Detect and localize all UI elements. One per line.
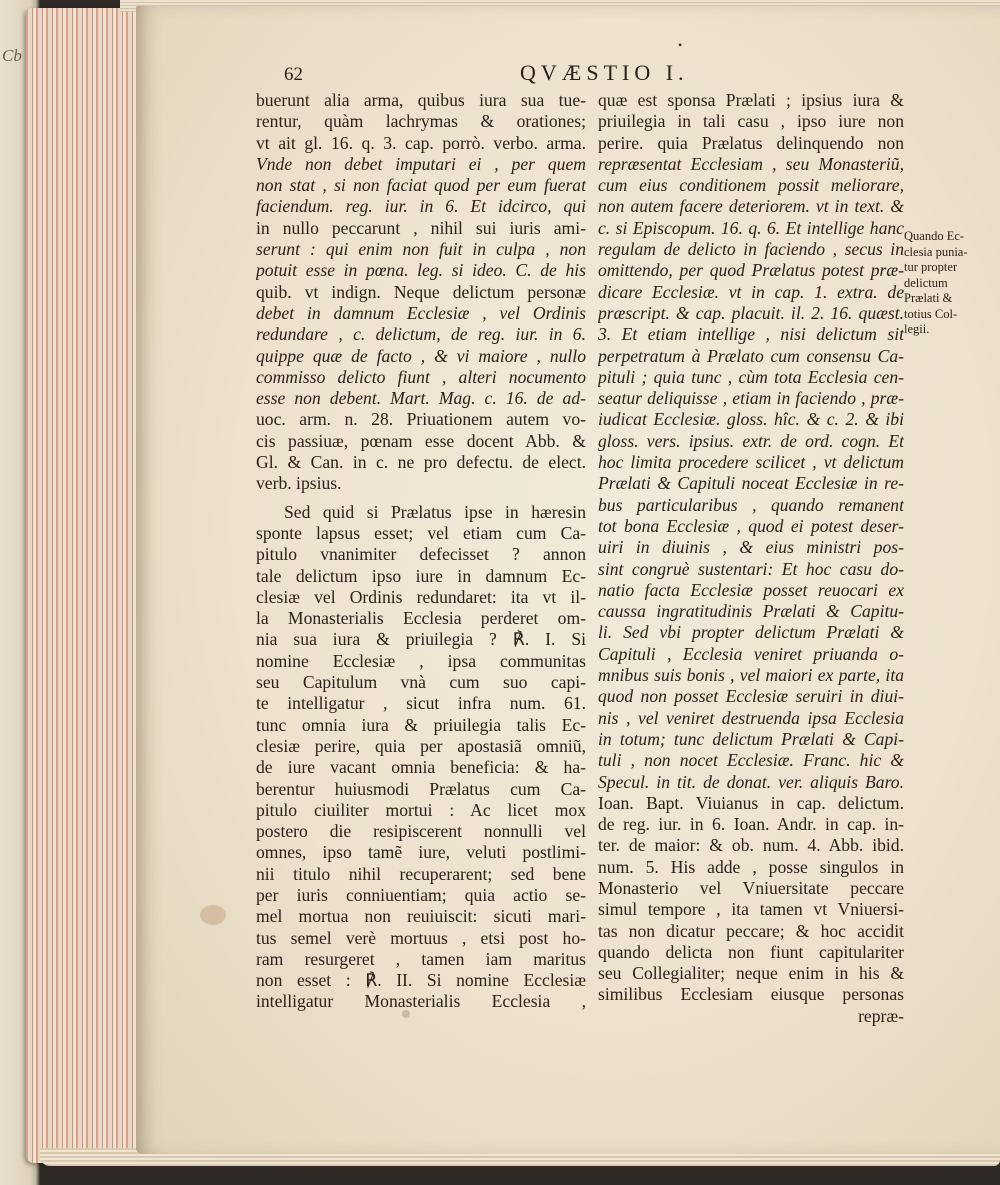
text-line: commisso delicto fiunt , alteri nocumento (256, 366, 586, 387)
text-line: non autem facere deteriorem. vt in text. & (598, 196, 904, 217)
margin-note (904, 229, 1000, 338)
text-line: non esset : ℟. II. Si nomine Ecclesiæ (256, 970, 586, 991)
running-head: QVÆSTIO I. (520, 60, 689, 85)
text-line: uoc. arm. n. 28. Priuationem autem vo- (256, 409, 586, 430)
text-line: Vnde non debet imputari ei , per quem (256, 153, 586, 174)
text-line: gloss. vers. ipsius. extr. de ord. cogn. Et (598, 430, 904, 451)
text-line: tas non dicatur peccare; & hoc accidit (598, 920, 904, 941)
text-line: la Monasterialis Ecclesia perderet om- (256, 608, 586, 629)
text-line: pituli ; quia tunc , cùm tota Ecclesia cen- (598, 366, 904, 387)
text-line: mel mortua non reuiuiscit: sicuti mari- (256, 906, 586, 927)
text-line: vt ait gl. 16. q. 3. cap. porrò. verbo. arma. (256, 132, 586, 153)
page-mark: • (678, 38, 683, 52)
text-line: seu Collegialiter; neque enim in his & (598, 963, 904, 984)
text-line: verb. ipsius. (256, 473, 342, 494)
text-line: seu Capitulum vnà cum suo capi- (256, 672, 586, 693)
text-line: nomine Ecclesiæ , ipsa communitas (256, 650, 586, 671)
text-line: perpetratum à Prælato cum consensu Ca- (598, 345, 904, 366)
text-line: cis passiuæ, pœnam esse docent Abb. & (256, 430, 586, 451)
text-line: de iure vacant omnia beneficia: & ha- (256, 757, 586, 778)
margin-note-line: totius Col- (904, 306, 958, 321)
text-line: te intelligatur , sicut infra num. 61. (256, 693, 586, 714)
text-line: rentur, quàm lachrymas & orationes; (256, 111, 586, 132)
margin-note-line: Prælati & (904, 291, 953, 305)
text-line: serunt : qui enim non fuit in culpa , non (256, 239, 586, 260)
text-line: dicare Ecclesiæ. vt in cap. 1. extra. de (598, 281, 904, 302)
text-line: faciendum. reg. iur. in 6. Et idcirco, qui (256, 196, 586, 217)
text-line: nia sua iura & priuilegia ? ℟. I. Si (256, 629, 586, 650)
text-line: Monasterio vel Vniuersitate peccare (598, 877, 904, 898)
text-line: perire. quia Prælatus delinquendo non (598, 132, 904, 153)
text-line: potuit esse in pœna. leg. si ideo. C. de his (256, 260, 586, 281)
margin-note-line: legii. (904, 322, 930, 336)
text-line: caussa ingratitudinis Prælati & Capitu- (598, 601, 904, 622)
margin-note-line: tur propter (904, 260, 958, 274)
text-line: quod non posset Ecclesiæ seruiri in diui- (598, 686, 904, 707)
text-line: bus particularibus , quando remanent (598, 494, 904, 515)
text-line: intelligatur Monasterialis Ecclesia , (256, 991, 586, 1012)
text-line: non stat , si non faciat quod per eum fuerat (256, 175, 586, 196)
text-line: sponte lapsus esset; vel etiam cum Ca- (256, 522, 586, 543)
text-line: simul tempore , ita tamen vt Vniuersi- (598, 899, 904, 920)
text-line: tunc omnia iura & priuilegia talis Ec- (256, 714, 586, 735)
left-text-column (256, 90, 586, 1013)
text-line: Gl. & Can. in c. ne pro defectu. de elect. (256, 452, 586, 473)
text-line: pitulo ciuiliter mortui : Ac licet mox (256, 799, 586, 820)
text-line: clesiæ vel Ordinis redundaret: ita vt il- (256, 586, 586, 607)
text-line: debet in damnum Ecclesiæ , vel Ordinis (256, 302, 586, 323)
text-line: tale delictum ipso iure in damnum Ec- (256, 565, 586, 586)
text-line: in totum; tunc delictum Prælati & Capi- (598, 728, 904, 749)
text-line: priuilegia in tali casu , ipso iure non (598, 111, 904, 132)
text-line: præscript. & cap. placuit. il. 2. 16. quæst. (598, 302, 904, 323)
text-line: quib. vt indign. Neque delictum personæ (256, 281, 586, 302)
text-line: seatur deliquisse , etiam in faciendo , præ- (598, 388, 904, 409)
margin-note-line: delictum (904, 275, 948, 290)
text-line: berentur huiusmodi Prælatus cum Ca- (256, 778, 586, 799)
text-line: similibus Ecclesiam eiusque personas (598, 984, 904, 1005)
text-line: regulam de delicto in faciendo , secus in (598, 239, 904, 260)
text-line: cum eius conditionem possit meliorare, (598, 175, 904, 196)
text-line: Prælati & Capituli noceat Ecclesiæ in re- (598, 473, 904, 494)
text-line: redundare , c. delictum, de reg. iur. in 6. (256, 324, 586, 345)
text-line: de reg. iur. in 6. Ioan. Andr. in cap. in- (598, 814, 904, 835)
right-text-column (598, 90, 904, 1027)
margin-note-line: Quando Ec- (904, 229, 965, 243)
paper-stain (200, 905, 226, 925)
text-line: sint congruè sustentari: Et hoc casu do- (598, 558, 904, 579)
text-line: nii titulo nihil recuperarent; sed bene (256, 863, 586, 884)
text-line: buerunt alia arma, quibus iura sua tue- (256, 90, 586, 110)
text-line: Capituli , Ecclesia veniret priuanda o- (598, 643, 904, 664)
text-line: omnes, ipso tamẽ iure, veluti postlimi- (256, 842, 586, 863)
text-line: 3. Et etiam intellige , nisi delictum sit (598, 324, 904, 345)
text-line: natio facta Ecclesiæ posset reuocari ex (598, 579, 904, 600)
text-line: li. Sed vbi propter delictum Prælati & (598, 622, 904, 643)
edge-note: Cb (2, 46, 22, 65)
text-line: nis , vel veniret destruenda ipsa Ecclesia (598, 707, 904, 728)
text-line: esse non debent. Mart. Mag. c. 16. de ad- (256, 388, 586, 409)
text-line: hoc limita procedere scilicet , vt delictum (598, 452, 904, 473)
text-line: ter. de maior: & ob. num. 4. Abb. ibid. (598, 835, 904, 856)
text-line: pitulo vnanimiter defecisset ? annon (256, 544, 586, 565)
text-line: Ioan. Bapt. Viuianus in cap. delictum. (598, 792, 904, 813)
page-number: 62 (284, 64, 303, 85)
page-edges-left (26, 8, 138, 1163)
text-line: quæ est sponsa Prælati ; ipsius iura & (598, 90, 904, 110)
text-line: tus semel verè mortuus , etsi post ho- (256, 927, 586, 948)
text-line: quippe quæ de facto , & vi maiore , nullo (256, 345, 586, 366)
text-line: tuli , non nocet Ecclesiæ. Franc. hic & (598, 750, 904, 771)
text-line: Specul. in tit. de donat. ver. aliquis Baro. (598, 771, 904, 792)
margin-note-line: clesia punia- (904, 244, 968, 259)
text-line: repræsentat Ecclesiam , seu Monasteriũ, (598, 153, 904, 174)
text-line: omittendo, per quod Prælatus potest præ- (598, 260, 904, 281)
text-line: repræ- (858, 1005, 904, 1026)
text-line: quando delicta non fiunt capitulariter (598, 941, 904, 962)
text-line: per iuris conniuentiam; quia actio se- (256, 884, 586, 905)
text-line: Sed quid si Prælatus ipse in hæresin (284, 501, 586, 522)
text-line: c. si Episcopum. 16. q. 6. Et intellige hanc (598, 217, 904, 238)
text-line: in nullo peccarunt , nihil sui iuris ami- (256, 217, 586, 238)
text-line: uiri in diuinis , & eius ministri pos- (598, 537, 904, 558)
text-line: num. 5. His adde , posse singulos in (598, 856, 904, 877)
text-line: ram resurgeret , tamen iam maritus (256, 948, 586, 969)
text-line: iudicat Ecclesiæ. gloss. hîc. & c. 2. & ibi (598, 409, 904, 430)
text-line: mnibus suis bonis , vel maiori ex parte, ita (598, 665, 904, 686)
text-line: clesiæ perire, quia per apostasiã omniũ, (256, 735, 586, 756)
text-line: tot bona Ecclesiæ , quod ei potest deser- (598, 515, 904, 536)
text-line: postero die resipiscerent nonnulli vel (256, 821, 586, 842)
